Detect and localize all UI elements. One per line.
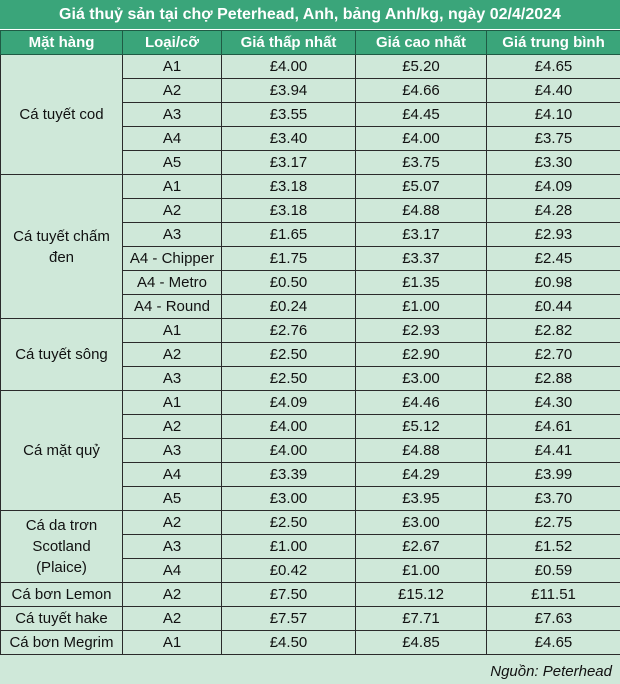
avg-price-cell: £4.65 [487,55,620,79]
item-name-cell: Cá tuyết hake [1,607,123,631]
avg-price-cell: £4.61 [487,415,620,439]
max-price-cell: £5.12 [356,415,487,439]
max-price-cell: £3.37 [356,247,487,271]
max-price-cell: £3.17 [356,223,487,247]
size-cell: A2 [123,343,222,367]
min-price-cell: £3.17 [222,151,356,175]
size-cell: A2 [123,511,222,535]
min-price-cell: £4.50 [222,631,356,655]
size-cell: A3 [123,223,222,247]
max-price-cell: £15.12 [356,583,487,607]
size-cell: A4 - Metro [123,271,222,295]
size-cell: A4 [123,127,222,151]
size-cell: A3 [123,367,222,391]
table-row [1,175,620,199]
max-price-cell: £4.66 [356,79,487,103]
table-title: Giá thuỷ sản tại chợ Peterhead, Anh, bảng Anh/kg, ngày 02/4/2024 [0,0,620,30]
avg-price-cell: £3.99 [487,463,620,487]
avg-price-cell: £2.70 [487,343,620,367]
table-row [1,511,620,535]
avg-price-cell: £0.59 [487,559,620,583]
size-cell: A5 [123,151,222,175]
table-body [1,55,620,655]
avg-price-cell: £2.75 [487,511,620,535]
max-price-cell: £3.95 [356,487,487,511]
max-price-cell: £3.00 [356,511,487,535]
min-price-cell: £2.50 [222,511,356,535]
max-price-cell: £2.93 [356,319,487,343]
avg-price-cell: £2.93 [487,223,620,247]
avg-price-cell: £2.88 [487,367,620,391]
max-price-cell: £4.46 [356,391,487,415]
max-price-cell: £4.85 [356,631,487,655]
size-cell: A2 [123,415,222,439]
table-row [1,631,620,655]
size-cell: A5 [123,487,222,511]
avg-price-cell: £4.09 [487,175,620,199]
item-name-cell: Cá tuyết sông [1,319,123,391]
avg-price-cell: £3.75 [487,127,620,151]
size-cell: A4 - Chipper [123,247,222,271]
table-row [1,607,620,631]
min-price-cell: £3.94 [222,79,356,103]
min-price-cell: £3.39 [222,463,356,487]
header-row [1,31,620,55]
table-row [1,319,620,343]
item-name-cell: Cá bơn Megrim [1,631,123,655]
avg-price-cell: £2.45 [487,247,620,271]
table-row [1,583,620,607]
min-price-cell: £7.57 [222,607,356,631]
header-size: Loại/cỡ [123,31,222,55]
table-row [1,55,620,79]
item-name-cell: Cá tuyết chấm đen [1,175,123,319]
size-cell: A3 [123,535,222,559]
header-min-price: Giá thấp nhất [222,31,356,55]
max-price-cell: £1.35 [356,271,487,295]
min-price-cell: £3.55 [222,103,356,127]
price-table [0,30,620,655]
avg-price-cell: £3.70 [487,487,620,511]
item-name-cell: Cá da trơn Scotland (Plaice) [1,511,123,583]
min-price-cell: £3.00 [222,487,356,511]
max-price-cell: £4.29 [356,463,487,487]
min-price-cell: £1.75 [222,247,356,271]
avg-price-cell: £4.65 [487,631,620,655]
size-cell: A3 [123,103,222,127]
max-price-cell: £2.90 [356,343,487,367]
max-price-cell: £7.71 [356,607,487,631]
size-cell: A2 [123,199,222,223]
header-max-price: Giá cao nhất [356,31,487,55]
size-cell: A4 [123,559,222,583]
max-price-cell: £5.20 [356,55,487,79]
min-price-cell: £0.50 [222,271,356,295]
avg-price-cell: £11.51 [487,583,620,607]
max-price-cell: £4.88 [356,439,487,463]
item-name-cell: Cá bơn Lemon [1,583,123,607]
size-cell: A1 [123,175,222,199]
max-price-cell: £1.00 [356,559,487,583]
avg-price-cell: £4.30 [487,391,620,415]
size-cell: A2 [123,583,222,607]
min-price-cell: £4.00 [222,415,356,439]
avg-price-cell: £4.40 [487,79,620,103]
max-price-cell: £3.75 [356,151,487,175]
min-price-cell: £2.50 [222,367,356,391]
min-price-cell: £4.09 [222,391,356,415]
min-price-cell: £7.50 [222,583,356,607]
avg-price-cell: £2.82 [487,319,620,343]
min-price-cell: £4.00 [222,55,356,79]
avg-price-cell: £0.44 [487,295,620,319]
item-name-cell: Cá tuyết cod [1,55,123,175]
size-cell: A2 [123,607,222,631]
min-price-cell: £2.50 [222,343,356,367]
size-cell: A1 [123,631,222,655]
max-price-cell: £2.67 [356,535,487,559]
avg-price-cell: £4.41 [487,439,620,463]
avg-price-cell: £0.98 [487,271,620,295]
size-cell: A3 [123,439,222,463]
min-price-cell: £4.00 [222,439,356,463]
min-price-cell: £1.65 [222,223,356,247]
item-name-cell: Cá mặt quỷ [1,391,123,511]
min-price-cell: £3.40 [222,127,356,151]
min-price-cell: £0.24 [222,295,356,319]
avg-price-cell: £4.10 [487,103,620,127]
size-cell: A1 [123,319,222,343]
size-cell: A2 [123,79,222,103]
table-row [1,391,620,415]
source-note: Nguồn: Peterhead [490,663,612,680]
max-price-cell: £3.00 [356,367,487,391]
min-price-cell: £2.76 [222,319,356,343]
size-cell: A4 [123,463,222,487]
avg-price-cell: £1.52 [487,535,620,559]
avg-price-cell: £3.30 [487,151,620,175]
avg-price-cell: £4.28 [487,199,620,223]
max-price-cell: £4.88 [356,199,487,223]
max-price-cell: £4.45 [356,103,487,127]
min-price-cell: £0.42 [222,559,356,583]
size-cell: A1 [123,391,222,415]
header-avg-price: Giá trung bình [487,31,620,55]
max-price-cell: £1.00 [356,295,487,319]
min-price-cell: £1.00 [222,535,356,559]
min-price-cell: £3.18 [222,175,356,199]
min-price-cell: £3.18 [222,199,356,223]
max-price-cell: £5.07 [356,175,487,199]
max-price-cell: £4.00 [356,127,487,151]
header-item: Mặt hàng [1,31,123,55]
size-cell: A4 - Round [123,295,222,319]
avg-price-cell: £7.63 [487,607,620,631]
size-cell: A1 [123,55,222,79]
